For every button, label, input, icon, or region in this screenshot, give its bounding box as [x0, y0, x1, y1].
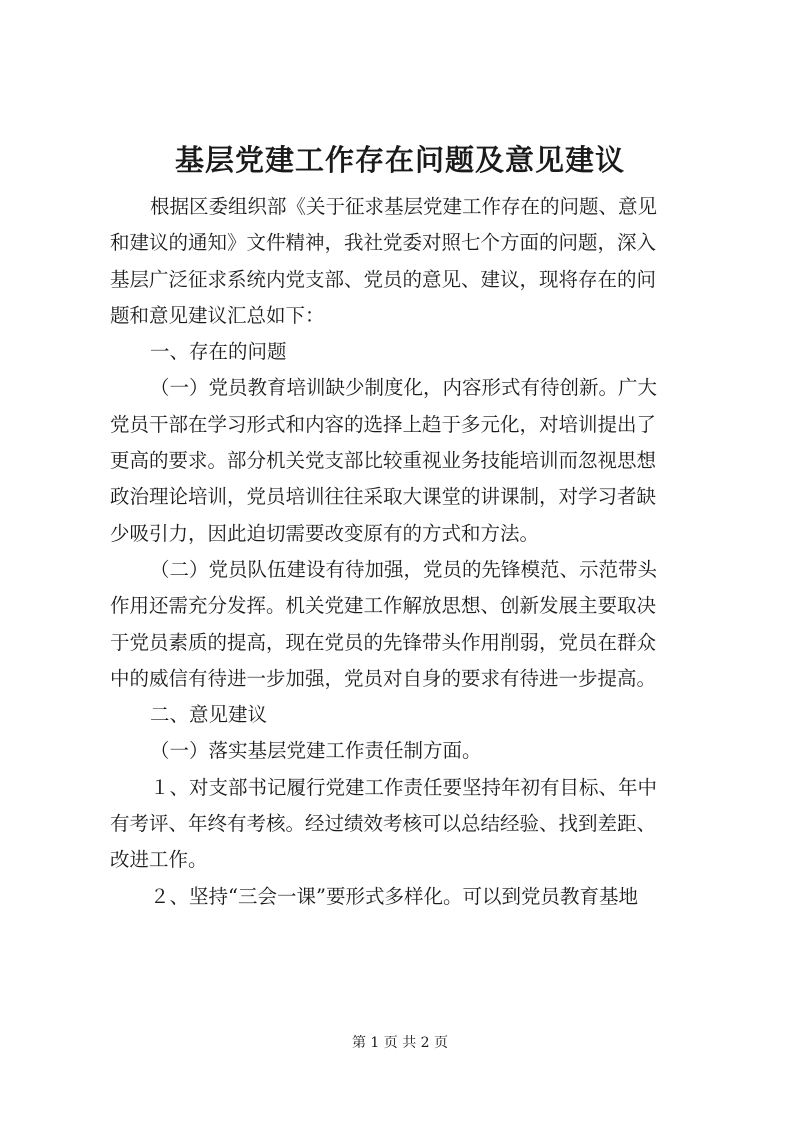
paragraph-line: １、对支部书记履行党建工作责任要坚持年初有目标、年中 — [150, 775, 658, 799]
document-body — [110, 189, 714, 915]
paragraph-line: 少吸引力，因此迫切需要改变原有的方式和方法。 — [110, 521, 540, 545]
paragraph-line: （一）党员教育培训缺少制度化，内容形式有待创新。广大 — [150, 376, 658, 400]
paragraph-line: 基层广泛征求系统内党支部、党员的意见、建议，现将存在的问 — [110, 267, 657, 291]
paragraph-line: 题和意见建议汇总如下： — [110, 303, 325, 327]
paragraph-line: 于党员素质的提高，现在党员的先锋带头作用削弱，党员在群众 — [110, 630, 657, 654]
section-heading: 二、意见建议 — [150, 703, 268, 727]
paragraph-line: 中的威信有待进一步加强，党员对自身的要求有待进一步提高。 — [110, 666, 657, 690]
paragraph-line: （一）落实基层党建工作责任制方面。 — [150, 739, 482, 763]
paragraph-line: （二）党员队伍建设有待加强，党员的先锋模范、示范带头 — [150, 557, 658, 581]
paragraph-line: ２、坚持“三会一课”要形式多样化。可以到党员教育基地 — [150, 884, 638, 908]
section-heading: 一、存在的问题 — [150, 340, 287, 364]
document-title: 基层党建工作存在问题及意见建议 — [174, 143, 625, 177]
paragraph-line: 党员干部在学习形式和内容的选择上趋于多元化，对培训提出了 — [110, 412, 657, 436]
paragraph-line: 改进工作。 — [110, 848, 208, 872]
paragraph-line: 和建议的通知》文件精神，我社党委对照七个方面的问题，深入 — [110, 231, 657, 255]
page-footer: 第 1 页 共 2 页 — [351, 1035, 449, 1051]
paragraph-line: 作用还需充分发挥。机关党建工作解放思想、创新发展主要取决 — [110, 594, 657, 618]
paragraph-line: 根据区委组织部《关于征求基层党建工作存在的问题、意见 — [150, 195, 658, 218]
paragraph-line: 政治理论培训，党员培训往往采取大课堂的讲课制，对学习者缺 — [110, 485, 657, 509]
paragraph-line: 更高的要求。部分机关党支部比较重视业务技能培训而忽视思想 — [110, 449, 657, 473]
paragraph-line: 有考评、年终有考核。经过绩效考核可以总结经验、找到差距、 — [110, 812, 657, 836]
